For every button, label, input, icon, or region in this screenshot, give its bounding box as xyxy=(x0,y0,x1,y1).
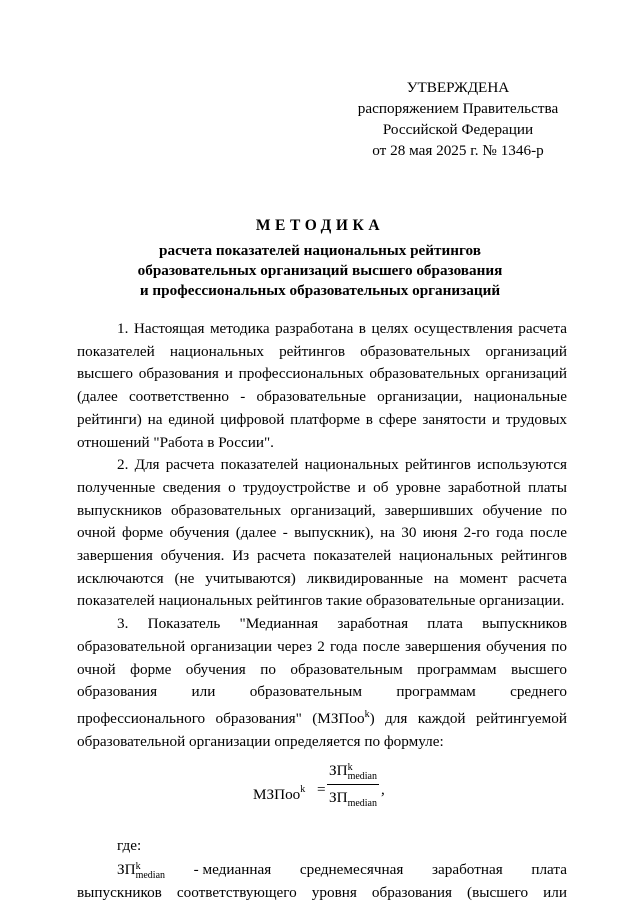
document-subtitle xyxy=(80,241,560,301)
numerator-subscript: median xyxy=(347,770,377,782)
paragraph-3-text-end: ) для каждой рейтингуемой образовательной организации определяется по формуле: xyxy=(77,710,567,750)
definition-symbol xyxy=(117,859,165,882)
definition-word: плата xyxy=(531,861,567,879)
numerator-superscript: k xyxy=(347,761,353,773)
approval-status: УТВЕРЖДЕНА xyxy=(406,79,510,96)
denominator-symbol: ЗП xyxy=(328,789,348,807)
subtitle-line: и профессиональных образовательных организаций xyxy=(139,282,501,299)
approval-authority: распоряжением Правительства xyxy=(357,100,559,117)
subtitle-line: расчета показателей национальных рейтингов xyxy=(159,242,481,259)
formula-numerator xyxy=(327,760,379,785)
definition-word: образования xyxy=(371,884,453,902)
denominator-indices xyxy=(348,790,377,808)
definition-word: выпускников xyxy=(77,884,162,902)
definition-symbol-indices xyxy=(136,862,165,880)
paragraph-3-superscript: k xyxy=(364,708,370,720)
denominator-subscript: median xyxy=(347,797,377,809)
formula xyxy=(77,760,567,822)
paragraph-3 xyxy=(77,613,567,753)
definition-word: уровня xyxy=(311,884,357,902)
document-body xyxy=(77,318,567,905)
approval-country: Российской Федерации xyxy=(382,121,534,138)
paragraph-1: 1. Настоящая методика разработана в целях осуществления расчета показателей национальных рейтингов образовательных организаций высшего образования и профессиональных образовательных организаций (далее соответственно - образовательные организации, национальные рейтинги) на единой цифровой платформе в сфере занятости и трудовых отношений "Работа в России". xyxy=(77,320,567,451)
definition-line-2 xyxy=(77,882,567,905)
definition-line-1 xyxy=(77,858,567,882)
definition-word: соответствующего xyxy=(176,884,297,902)
definition-word: заработная xyxy=(432,861,503,879)
numerator-symbol: ЗП xyxy=(328,762,348,780)
definition-symbol-base: ЗП xyxy=(117,861,136,879)
approval-block xyxy=(340,77,576,161)
formula-comma: , xyxy=(381,781,385,799)
formula-lhs-symbol: МЗПоо xyxy=(253,786,301,804)
definition-subscript: median xyxy=(135,869,166,881)
definition-word: - медианная xyxy=(193,861,272,879)
definition-word: или xyxy=(543,884,567,902)
approval-date-number: от 28 мая 2025 г. № 1346-р xyxy=(372,142,544,159)
formula-denominator xyxy=(327,785,379,811)
where-label: где: xyxy=(117,837,142,855)
formula-equals: = xyxy=(317,781,326,799)
definition-superscript: k xyxy=(135,860,141,872)
document-title: МЕТОДИКА xyxy=(255,217,385,234)
definition-word: (высшего xyxy=(467,884,529,902)
paragraph-3-text: 3. Показатель "Медианная заработная плата выпускников образовательной организации через 2 года после завершения обучения по очной форме обучения по образовательным программам высшего образования или образовательным программам среднего профессионального образования" (МЗПоо xyxy=(77,615,567,728)
paragraph-2: 2. Для расчета показателей национальных рейтингов используются полученные сведения о трудоустройстве и об уровне заработной платы выпускников образовательных организаций, завершивших обучение по очной форме обучения (далее - выпускник), на 30 июня 2-го года после завершения обучения. Из расчета показателей национальных рейтингов исключаются (не учитываются) ликвидированные на момент расчета показателей национальных рейтингов такие образовательные организации. xyxy=(77,456,567,610)
subtitle-line: образовательных организаций высшего образования xyxy=(137,262,503,279)
definition-word: среднемесячная xyxy=(299,861,404,879)
formula-lhs xyxy=(253,779,305,807)
formula-fraction xyxy=(327,760,379,811)
numerator-indices xyxy=(348,763,377,781)
formula-lhs-superscript: k xyxy=(300,784,306,796)
